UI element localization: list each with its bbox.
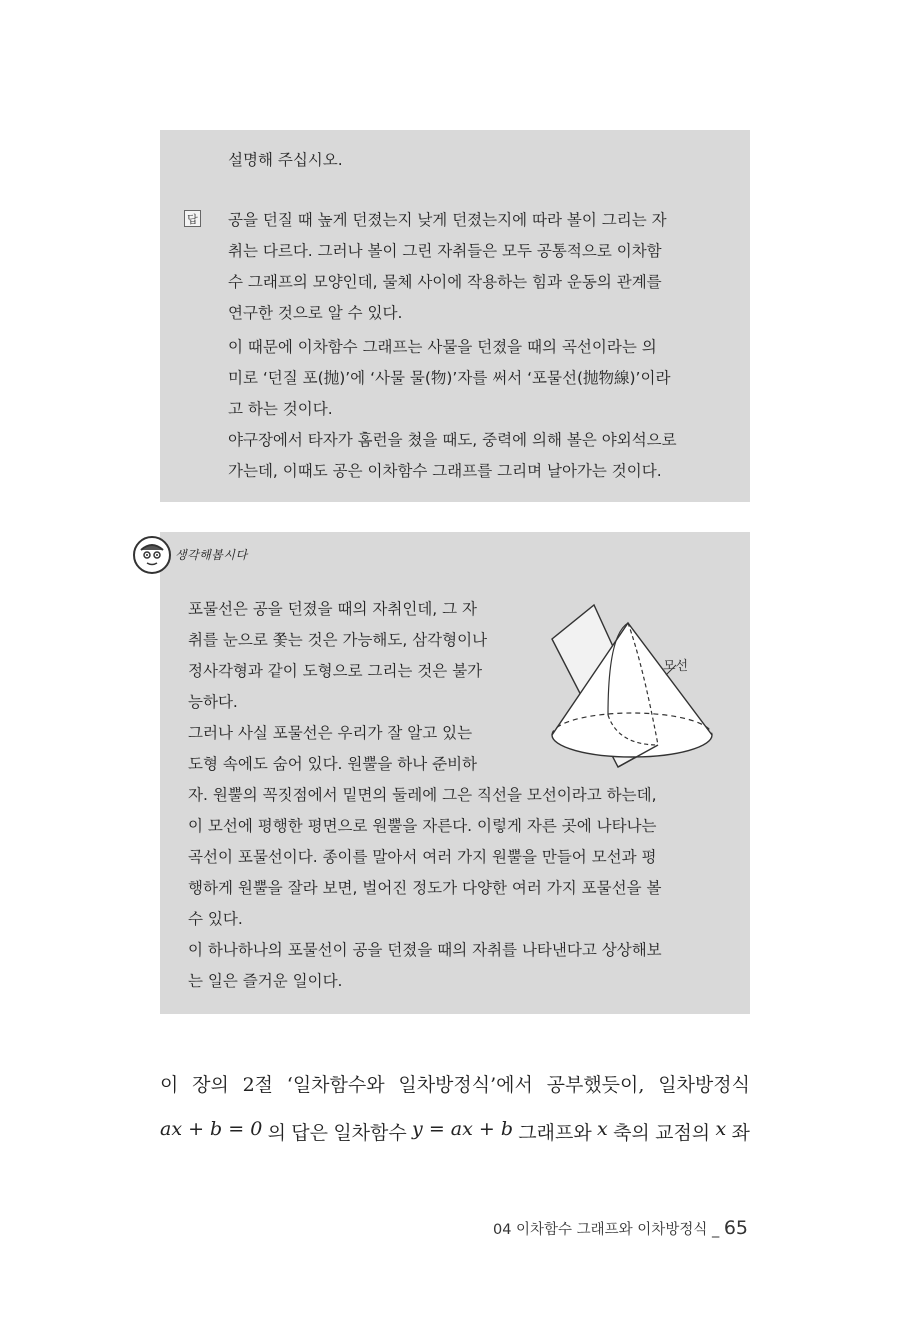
body-word: 공부했듯이, [546,1074,645,1096]
think-line: 그러나 사실 포물선은 우리가 잘 알고 있는 [188,724,473,742]
footer-chapter: 04 이차함수 그래프와 이차방정식 _ [492,1222,724,1238]
page-footer [493,1217,748,1239]
body-word: 이 [160,1074,179,1096]
body-word: 교점의 [655,1122,711,1144]
math-variable-x: x [715,1118,727,1140]
cartoon-face-drawing [135,538,169,572]
answer-line: 야구장에서 타자가 홈런을 쳤을 때도, 중력에 의해 볼은 야외석으로 [228,431,677,449]
think-line: 자. 원뿔의 꼭짓점에서 밑면의 둘레에 그은 직선을 모선이라고 하는데, [188,786,657,804]
think-line: 취를 눈으로 쫓는 것은 가능해도, 삼각형이나 [188,631,488,649]
body-word: 일차방정식 [658,1074,750,1096]
cartoon-face-icon [133,536,171,574]
think-line: 정사각형과 같이 도형으로 그리는 것은 불가 [188,662,483,680]
answer-line: 연구한 것으로 알 수 있다. [228,304,403,322]
think-line: 곡선이 포물선이다. 종이를 말아서 여러 가지 원뿔을 만들어 모선과 평 [188,848,657,866]
body-word: ‘일차함수와 [286,1074,385,1096]
answer-line: 이 때문에 이차함수 그래프는 사물을 던졌을 때의 곡선이라는 의 [228,338,657,356]
body-word: 일차함수 [333,1122,407,1144]
think-line: 도형 속에도 숨어 있다. 원뿔을 하나 준비하 [188,755,478,773]
cone-figure [548,595,716,773]
think-line: 능하다. [188,693,238,711]
answer-line: 수 그래프의 모양인데, 물체 사이에 작용하는 힘과 운동의 관계를 [228,273,662,291]
body-word: 일차방정식’에서 [398,1074,533,1096]
answer-line: 취는 다르다. 그러나 볼이 그린 자취들은 모두 공통적으로 이차함 [228,242,662,260]
body-line-2 [160,1118,750,1145]
think-line: 포물선은 공을 던졌을 때의 자취인데, 그 자 [188,600,478,618]
math-variable-x: x [597,1118,608,1140]
body-word: 2절 [242,1074,274,1096]
answer-line: 미로 ‘던질 포(抛)’에 ‘사물 물(物)’자를 써서 ‘포물선(抛物線)’이라 [228,369,671,387]
body-word: 의 [267,1122,286,1144]
answer-badge: 답 [184,210,201,227]
equation-function: y = ax + b [412,1118,513,1140]
answer-line: 고 하는 것이다. [228,400,333,418]
body-word: 좌 [731,1122,750,1144]
answer-first-line: 설명해 주십시오. [228,151,343,169]
generatrix-label: 모선 [663,659,689,674]
think-line: 수 있다. [188,910,243,928]
answer-line: 공을 던질 때 높게 던졌는지 낮게 던졌는지에 따라 볼이 그리는 자 [228,211,667,229]
think-line: 이 모선에 평행한 평면으로 원뿔을 자른다. 이렇게 자른 곳에 나타나는 [188,817,657,835]
equation-linear: ax + b = 0 [160,1118,263,1140]
body-line-1 [160,1070,750,1097]
think-line: 는 일은 즐거운 일이다. [188,972,343,990]
body-word: 장의 [192,1074,229,1096]
think-title: 생각해봅시다 [175,548,248,562]
answer-box [160,130,750,502]
answer-line: 가는데, 이때도 공은 이차함수 그래프를 그리며 날아가는 것이다. [228,462,662,480]
think-line: 행하게 원뿔을 잘라 보면, 벌어진 정도가 다양한 여러 가지 포물선을 볼 [188,879,662,897]
body-word: 그래프와 [518,1122,592,1144]
think-header [133,532,293,582]
page-number: 65 [723,1217,748,1239]
body-word: 답은 [291,1122,328,1144]
think-line: 이 하나하나의 포물선이 공을 던졌을 때의 자취를 나타낸다고 상상해보 [188,941,662,959]
body-word: 축의 [613,1122,650,1144]
